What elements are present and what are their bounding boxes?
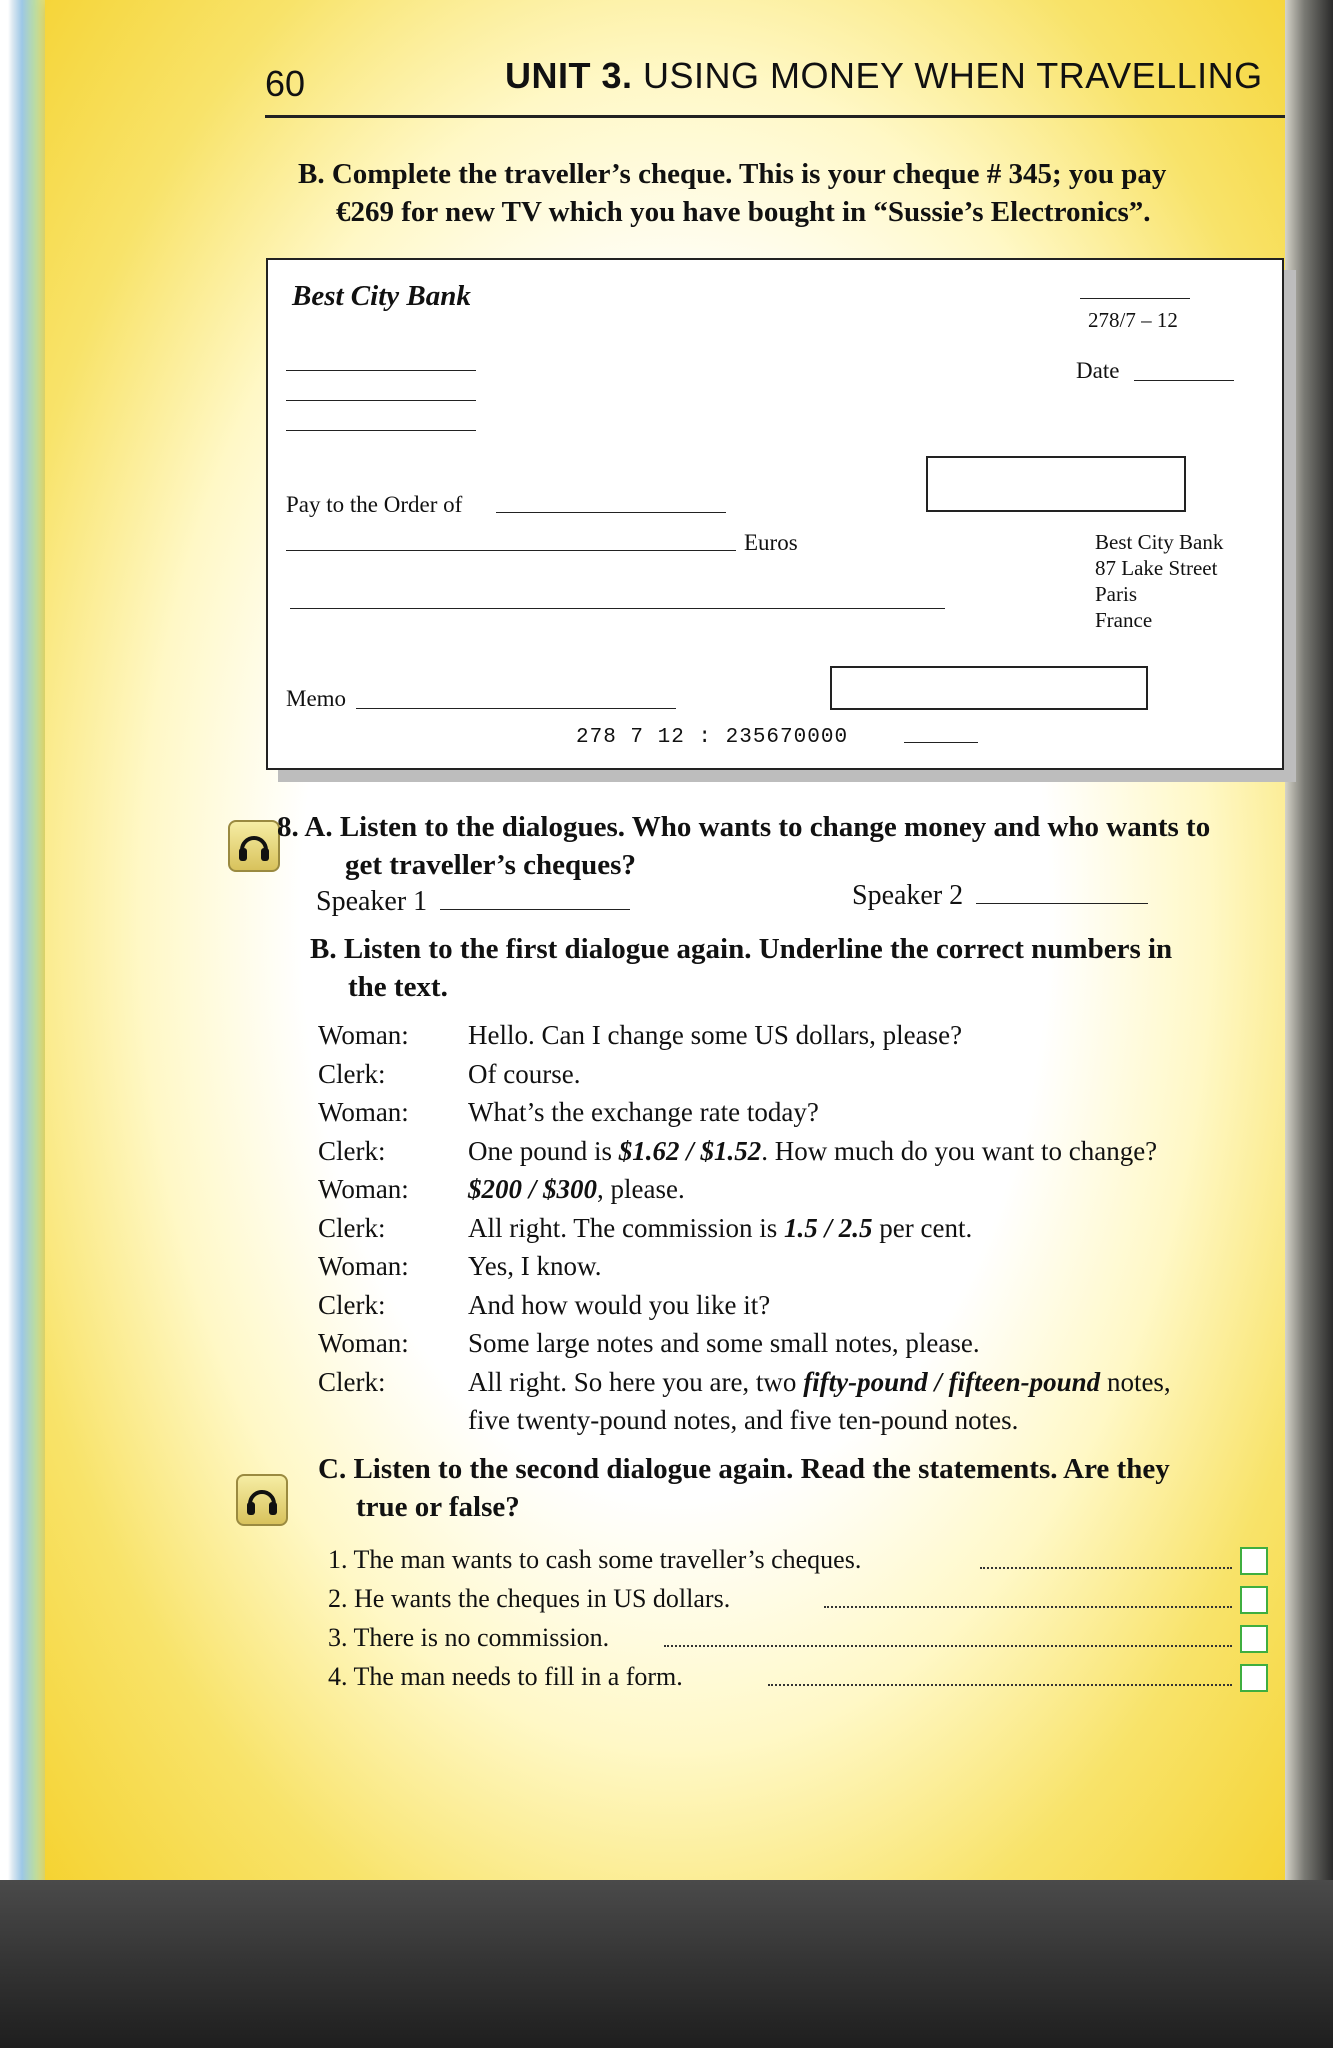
dialogue-line: [318, 1020, 1298, 1059]
speaker-1-row: [316, 886, 630, 918]
headphones-icon: [236, 1474, 288, 1526]
dialogue-continuation-line: [318, 1405, 1298, 1443]
dialogue-line: [318, 1174, 1298, 1213]
statement-text: 3. There is no commission.: [328, 1623, 610, 1652]
utterance: [468, 1367, 1171, 1398]
dotted-leader: [768, 1682, 1232, 1686]
cheque-bank-name: Best City Bank: [292, 280, 471, 312]
dialogue-line: [318, 1290, 1298, 1329]
statement-text: 1. The man wants to cash some traveller’s cheques.: [328, 1545, 862, 1574]
utterance: [468, 1251, 602, 1282]
unit-title-text: USING MONEY WHEN TRAVELLING: [643, 55, 1263, 96]
dotted-leader: [824, 1604, 1232, 1608]
number-choice[interactable]: 1.5 / 2.5: [784, 1212, 873, 1243]
dialogue-line: [318, 1097, 1298, 1136]
speaker-role: Woman:: [318, 1174, 409, 1204]
dialogue-line: [318, 1251, 1298, 1290]
background-bottom: [0, 1880, 1333, 2048]
speaker-role: Woman:: [318, 1251, 409, 1281]
statement-text: 2. He wants the cheques in US dollars.: [328, 1584, 731, 1613]
number-choice[interactable]: $1.62 / $1.52: [618, 1135, 762, 1166]
cheque-micr-line: 278 7 12 : 235670000: [576, 726, 849, 749]
utterance-text: Some large notes and some small notes, please.: [468, 1328, 980, 1358]
cheque-blank-line-2[interactable]: [286, 400, 476, 401]
address-line-1: Best City Bank: [1095, 530, 1224, 554]
utterance-text: Of course.: [468, 1058, 581, 1089]
utterance-text: per cent.: [872, 1212, 973, 1243]
statement-row: [328, 1662, 1268, 1701]
headphones-icon: [228, 820, 280, 872]
speaker-role: Woman:: [318, 1097, 409, 1127]
task-b-line2: €269 for new TV which you have bought in “Sussie’s Electronics”.: [336, 196, 1151, 228]
page-header: [265, 55, 1285, 118]
dialogue-line: [318, 1213, 1298, 1252]
utterance-text: And how would you like it?: [468, 1289, 771, 1320]
speaker-1-answer-line[interactable]: [440, 909, 630, 910]
cheque-euros-label: Euros: [744, 530, 798, 555]
speaker-role: Woman:: [318, 1020, 409, 1050]
dialogue-1: [318, 1020, 1298, 1443]
cheque-payee-field[interactable]: [496, 512, 726, 513]
exercise-8c-instructions: [318, 1450, 1278, 1526]
statement-row: [328, 1545, 1268, 1584]
cheque-date-field[interactable]: [1134, 380, 1234, 381]
exercise-8c-line2: true or false?: [356, 1491, 520, 1523]
exercise-8a-line1: 8. A. Listen to the dialogues. Who wants to change money and who wants to: [277, 811, 1211, 843]
true-false-checkbox[interactable]: [1240, 1586, 1268, 1614]
dialogue-line: [318, 1328, 1298, 1367]
cheque-routing: 278/7 – 12: [1088, 308, 1178, 332]
utterance: [468, 1290, 770, 1321]
unit-label: UNIT 3.: [505, 55, 633, 96]
address-line-3: Paris: [1095, 582, 1137, 606]
dialogue-line: [318, 1367, 1298, 1406]
utterance-text: Yes, I know.: [468, 1251, 602, 1281]
utterance-text: All right. The commission is: [468, 1212, 784, 1243]
task-b-instructions: [298, 155, 1278, 231]
exercise-8c-line1: C. Listen to the second dialogue again. Read the statements. Are they: [318, 1453, 1170, 1485]
statement-row: [328, 1623, 1268, 1662]
speaker-role: Woman:: [318, 1328, 409, 1358]
utterance: [468, 1020, 962, 1051]
true-false-statements: [328, 1545, 1268, 1701]
dialogue-line: [318, 1136, 1298, 1175]
number-choice[interactable]: fifty-pound / fifteen-pound: [803, 1366, 1101, 1397]
statement-row: [328, 1584, 1268, 1623]
cheque-pay-to-label: Pay to the Order of: [286, 492, 463, 517]
utterance-text: Hello. Can I change some US dollars, please?: [468, 1020, 963, 1050]
cheque-micr-blank[interactable]: [904, 742, 978, 743]
speaker-role: Clerk:: [318, 1058, 386, 1089]
exercise-8b-line2: the text.: [348, 971, 448, 1003]
statement-text: 4. The man needs to fill in a form.: [328, 1662, 683, 1691]
address-line-4: France: [1095, 608, 1153, 632]
utterance-text: One pound is: [468, 1135, 619, 1166]
cheque-memo-label: Memo: [286, 686, 347, 711]
cheque-amount-words-line-1[interactable]: [286, 550, 736, 551]
exercise-8a-line2: get traveller’s cheques?: [345, 849, 636, 881]
utterance: [468, 1059, 580, 1090]
speaker-1-label: Speaker 1: [316, 886, 428, 917]
utterance-text: What’s the exchange rate today?: [468, 1097, 819, 1127]
true-false-checkbox[interactable]: [1240, 1625, 1268, 1653]
cheque-blank-line-3[interactable]: [286, 430, 476, 431]
exercise-8b-line1: B. Listen to the first dialogue again. Underline the correct numbers in: [310, 933, 1173, 965]
speaker-role: Clerk:: [318, 1289, 386, 1320]
utterance-text: notes,: [1100, 1366, 1171, 1397]
utterance-text: , please.: [597, 1174, 685, 1204]
cheque-signature-box[interactable]: [830, 666, 1148, 710]
dotted-leader: [664, 1643, 1232, 1647]
cheque-date-label: Date: [1076, 358, 1120, 383]
cheque-number-line[interactable]: [1080, 298, 1190, 299]
address-line-2: 87 Lake Street: [1095, 556, 1218, 580]
utterance-text: . How much do you want to change?: [761, 1135, 1158, 1166]
cheque-amount-words-line-2[interactable]: [290, 608, 945, 609]
page-number: 60: [265, 63, 306, 104]
utterance: [468, 1136, 1157, 1167]
true-false-checkbox[interactable]: [1240, 1547, 1268, 1575]
task-b-line1: B. Complete the traveller’s cheque. This is your cheque # 345; you pay: [298, 158, 1167, 190]
exercise-8b-instructions: [310, 930, 1270, 1006]
utterance: [468, 1328, 980, 1359]
number-choice[interactable]: $200 / $300: [468, 1174, 598, 1204]
cheque-blank-line-1[interactable]: [286, 370, 476, 371]
travellers-cheque: [266, 258, 1284, 770]
cheque-memo-field[interactable]: [356, 708, 676, 709]
speaker-role: Clerk:: [318, 1212, 386, 1243]
utterance: [468, 1213, 972, 1244]
dotted-leader: [980, 1565, 1232, 1569]
true-false-checkbox[interactable]: [1240, 1664, 1268, 1692]
speaker-role: Clerk:: [318, 1135, 386, 1166]
speaker-2-answer-line[interactable]: [976, 903, 1148, 904]
utterance: [468, 1097, 819, 1128]
utterance-text: All right. So here you are, two: [468, 1366, 804, 1397]
speaker-2-label: Speaker 2: [852, 880, 964, 911]
dialogue-line: [318, 1059, 1298, 1098]
cheque-amount-box[interactable]: [926, 456, 1186, 512]
utterance: [468, 1174, 685, 1205]
unit-title: [505, 55, 1263, 97]
exercise-8a-instructions: [277, 808, 1277, 884]
speaker-2-row: [852, 880, 1148, 912]
speaker-role: Clerk:: [318, 1366, 386, 1397]
utterance-text: five twenty-pound notes, and five ten-pound notes.: [468, 1405, 1019, 1435]
